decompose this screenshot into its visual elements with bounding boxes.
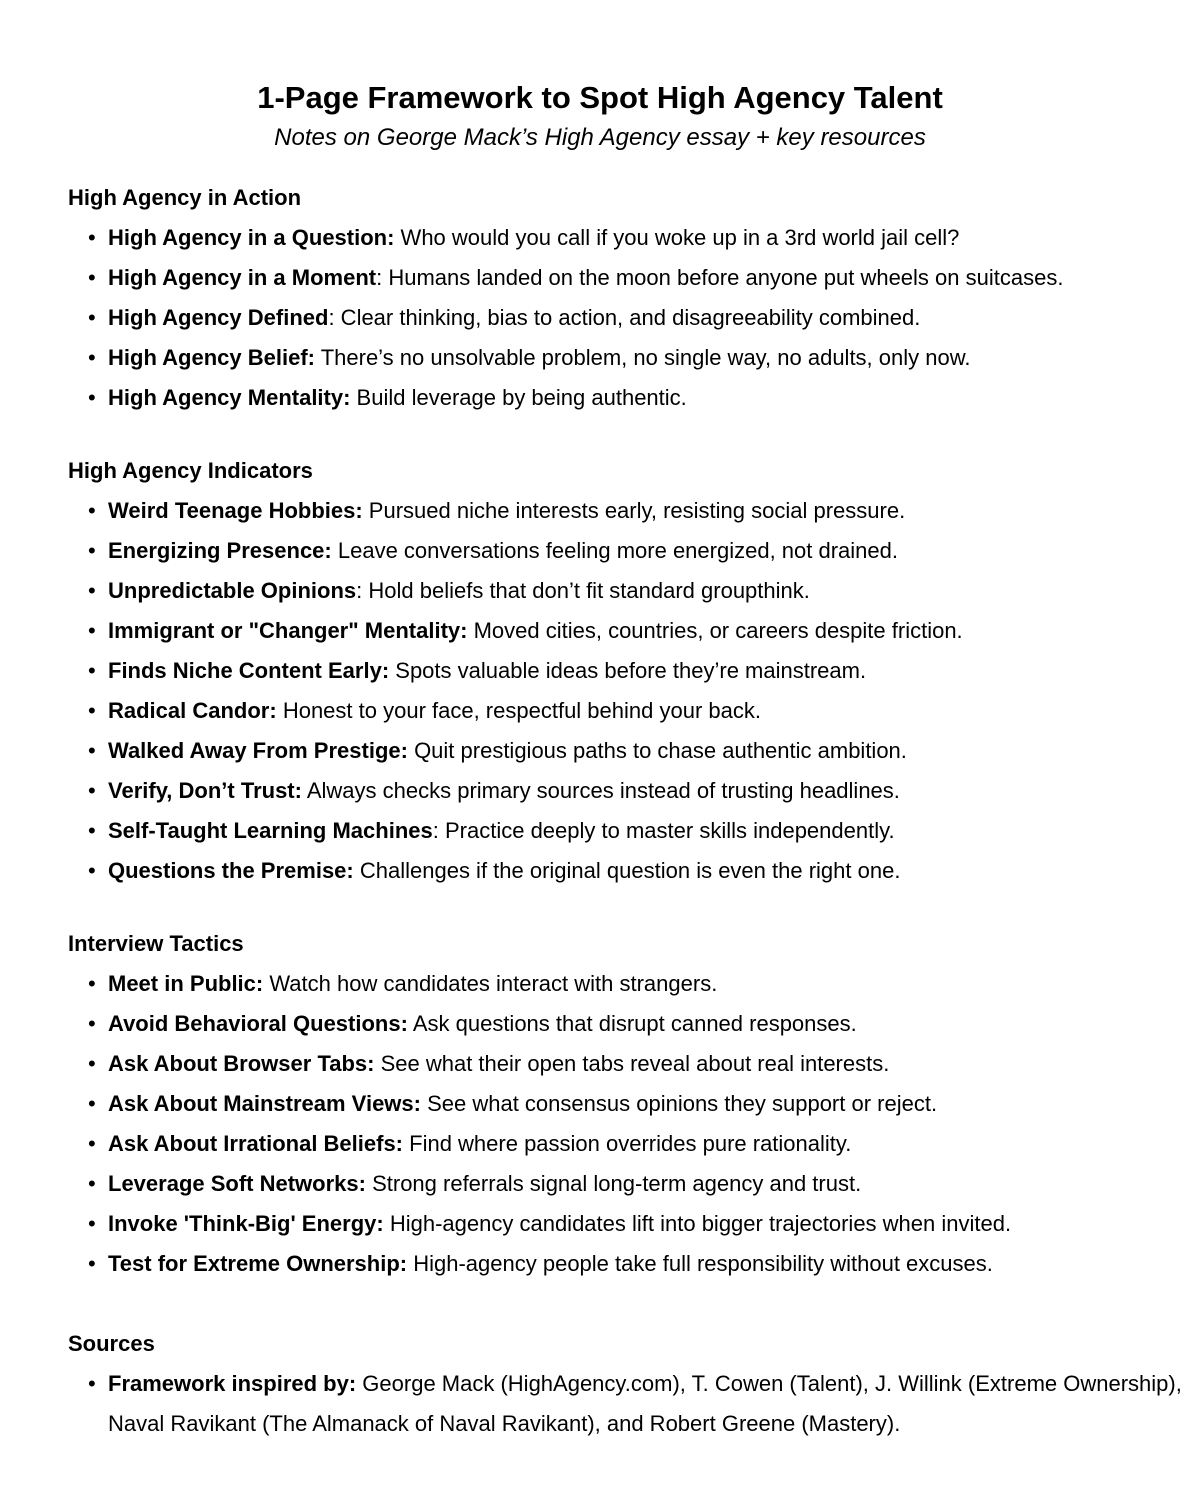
list-item bbox=[108, 491, 1193, 531]
list-item bbox=[108, 851, 1193, 891]
item-text: High-agency people take full responsibility without excuses. bbox=[407, 1251, 993, 1276]
item-term: Self-Taught Learning Machines bbox=[108, 818, 433, 843]
item-text: Find where passion overrides pure rationality. bbox=[403, 1131, 852, 1156]
list-item bbox=[108, 1084, 1193, 1124]
interview-tactics-list bbox=[68, 964, 1200, 1284]
high-agency-in-action-list bbox=[68, 218, 1200, 418]
item-text: Clear thinking, bias to action, and disagreeability combined. bbox=[334, 305, 921, 330]
list-item bbox=[108, 298, 1193, 338]
item-text: Practice deeply to master skills independently. bbox=[438, 818, 895, 843]
item-term: Invoke 'Think-Big' Energy: bbox=[108, 1211, 384, 1236]
item-term: Walked Away From Prestige: bbox=[108, 738, 408, 763]
list-item bbox=[108, 964, 1193, 1004]
section-heading-sources: Sources bbox=[68, 1331, 155, 1356]
item-text: There’s no unsolvable problem, no single way, no adults, only now. bbox=[315, 345, 971, 370]
list-item bbox=[108, 691, 1193, 731]
item-text: See what consensus opinions they support or reject. bbox=[420, 1091, 938, 1116]
item-term: Unpredictable Opinions bbox=[108, 578, 357, 603]
section-heading-high-agency-in-action: High Agency in Action bbox=[68, 185, 302, 210]
list-item bbox=[108, 1124, 1193, 1164]
list-item bbox=[108, 218, 1193, 258]
item-text: Leave conversations feeling more energized, not drained. bbox=[331, 538, 898, 563]
item-text: Strong referrals signal long-term agency and trust. bbox=[365, 1171, 862, 1196]
list-item bbox=[108, 1004, 1193, 1044]
item-term: Immigrant or "Changer" Mentality: bbox=[108, 618, 468, 643]
list-item bbox=[108, 611, 1193, 651]
item-text: Who would you call if you woke up in a 3rd world jail cell? bbox=[394, 225, 960, 250]
item-term: Avoid Behavioral Questions: bbox=[108, 1011, 408, 1036]
item-text: Pursued niche interests early, resisting social pressure. bbox=[362, 498, 906, 523]
high-agency-indicators-list bbox=[68, 491, 1200, 891]
item-text: George Mack (HighAgency.com), T. Cowen (Talent), J. Willink (Extreme Ownership), Naval Ravikant (The Almanack of Naval Ravikant), and Robert Greene (Mastery). bbox=[108, 1371, 1182, 1436]
list-item bbox=[108, 1244, 1193, 1284]
sources-list bbox=[68, 1364, 1200, 1444]
item-separator: : bbox=[432, 818, 439, 843]
list-item bbox=[108, 811, 1193, 851]
item-term: Meet in Public: bbox=[108, 971, 264, 996]
item-separator: : bbox=[376, 265, 383, 290]
item-term: High Agency Belief: bbox=[108, 345, 315, 370]
item-term: Energizing Presence: bbox=[108, 538, 332, 563]
list-item bbox=[108, 731, 1193, 771]
list-item bbox=[108, 258, 1193, 298]
item-term: Verify, Don’t Trust: bbox=[108, 778, 302, 803]
item-text: Moved cities, countries, or careers despite friction. bbox=[467, 618, 963, 643]
document-subtitle: Notes on George Mack’s High Agency essay + key resources bbox=[274, 124, 926, 151]
item-text: Hold beliefs that don’t fit standard groupthink. bbox=[362, 578, 810, 603]
item-separator: : bbox=[328, 305, 335, 330]
item-text: Always checks primary sources instead of trusting headlines. bbox=[301, 778, 900, 803]
item-term: High Agency Mentality: bbox=[108, 385, 351, 410]
item-term: High Agency Defined bbox=[108, 305, 329, 330]
list-item bbox=[108, 1164, 1193, 1204]
list-item bbox=[108, 1044, 1193, 1084]
list-item bbox=[108, 651, 1193, 691]
item-text: See what their open tabs reveal about real interests. bbox=[374, 1051, 890, 1076]
item-text: Build leverage by being authentic. bbox=[350, 385, 687, 410]
item-term: High Agency in a Moment bbox=[108, 265, 377, 290]
section-heading-interview-tactics: Interview Tactics bbox=[68, 931, 244, 956]
item-term: Ask About Mainstream Views: bbox=[108, 1091, 421, 1116]
item-term: Ask About Browser Tabs: bbox=[108, 1051, 375, 1076]
list-item bbox=[108, 771, 1193, 811]
item-text: Humans landed on the moon before anyone put wheels on suitcases. bbox=[382, 265, 1064, 290]
item-separator: : bbox=[356, 578, 363, 603]
item-text: Spots valuable ideas before they’re mainstream. bbox=[389, 658, 867, 683]
document-title: 1-Page Framework to Spot High Agency Talent bbox=[257, 80, 943, 115]
list-item bbox=[108, 338, 1193, 378]
list-item bbox=[108, 1204, 1193, 1244]
item-term: Weird Teenage Hobbies: bbox=[108, 498, 363, 523]
section-heading-high-agency-indicators: High Agency Indicators bbox=[68, 458, 313, 483]
item-text: Challenges if the original question is even the right one. bbox=[353, 858, 901, 883]
item-term: Radical Candor: bbox=[108, 698, 277, 723]
item-term: High Agency in a Question: bbox=[108, 225, 395, 250]
list-item bbox=[108, 571, 1193, 611]
item-term: Test for Extreme Ownership: bbox=[108, 1251, 408, 1276]
item-term: Questions the Premise: bbox=[108, 858, 354, 883]
item-term: Finds Niche Content Early: bbox=[108, 658, 390, 683]
item-text: High-agency candidates lift into bigger trajectories when invited. bbox=[383, 1211, 1012, 1236]
item-text: Quit prestigious paths to chase authentic ambition. bbox=[407, 738, 907, 763]
item-term: Framework inspired by: bbox=[108, 1371, 357, 1396]
item-term: Leverage Soft Networks: bbox=[108, 1171, 366, 1196]
list-item bbox=[108, 378, 1193, 418]
item-text: Ask questions that disrupt canned responses. bbox=[407, 1011, 857, 1036]
item-text: Watch how candidates interact with strangers. bbox=[263, 971, 718, 996]
list-item bbox=[108, 1364, 1193, 1444]
item-term: Ask About Irrational Beliefs: bbox=[108, 1131, 404, 1156]
list-item bbox=[108, 531, 1193, 571]
item-text: Honest to your face, respectful behind your back. bbox=[276, 698, 761, 723]
